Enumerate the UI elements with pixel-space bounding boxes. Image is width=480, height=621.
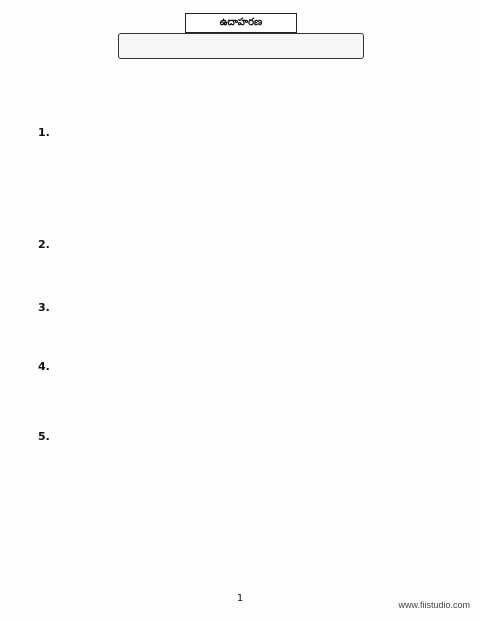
section-number: 2. <box>38 238 50 251</box>
section-number: 1. <box>38 126 50 139</box>
section-number: 3. <box>38 301 50 314</box>
header-kicker-text: ఉదాహరణ <box>219 17 263 28</box>
section-number: 4. <box>38 360 50 373</box>
page-title <box>118 33 364 59</box>
watermark: www.fiistudio.com <box>398 600 470 610</box>
page-number: 1 <box>236 593 244 604</box>
header-kicker <box>185 13 297 33</box>
section-number: 5. <box>38 430 50 443</box>
